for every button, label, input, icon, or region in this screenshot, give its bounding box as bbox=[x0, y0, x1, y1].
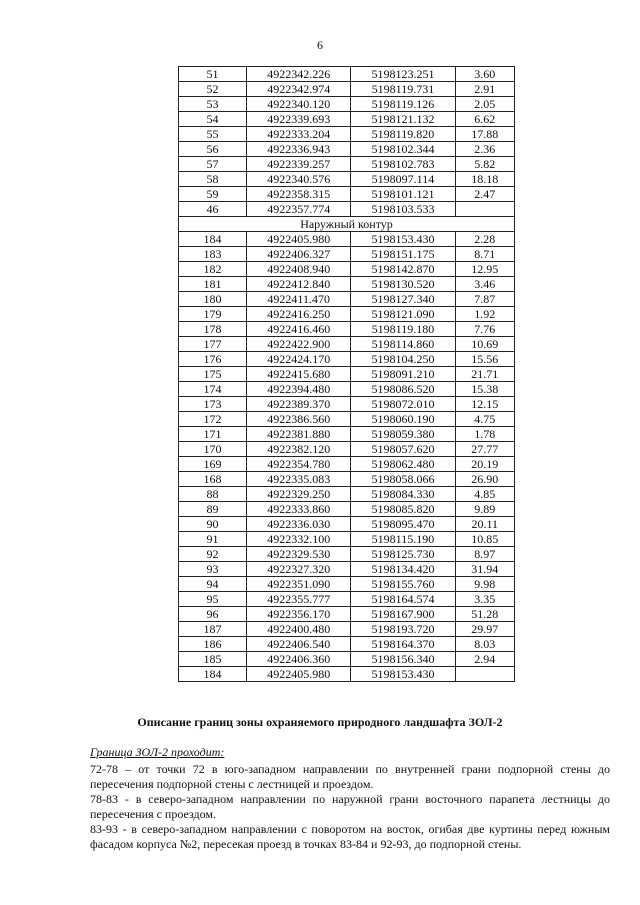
table-row bbox=[179, 337, 515, 352]
y-coordinate-cell: 5198134.420 bbox=[351, 562, 455, 577]
point-number-cell: 173 bbox=[179, 397, 247, 412]
x-coordinate-cell: 4922416.250 bbox=[247, 307, 351, 322]
point-number-cell: 172 bbox=[179, 412, 247, 427]
x-coordinate-cell: 4922424.170 bbox=[247, 352, 351, 367]
x-coordinate-cell: 4922329.530 bbox=[247, 547, 351, 562]
y-coordinate-cell: 5198060.190 bbox=[351, 412, 455, 427]
point-number-cell: 91 bbox=[179, 532, 247, 547]
distance-cell: 20.19 bbox=[455, 457, 514, 472]
table-row bbox=[179, 457, 515, 472]
y-coordinate-cell: 5198142.870 bbox=[351, 262, 455, 277]
distance-cell: 1.92 bbox=[455, 307, 514, 322]
table-row bbox=[179, 577, 515, 592]
distance-cell: 20.11 bbox=[455, 517, 514, 532]
page-number: 6 bbox=[317, 38, 323, 52]
point-number-cell: 59 bbox=[179, 187, 247, 202]
table-row bbox=[179, 172, 515, 187]
x-coordinate-cell: 4922422.900 bbox=[247, 337, 351, 352]
y-coordinate-cell: 5198127.340 bbox=[351, 292, 455, 307]
table-row bbox=[179, 67, 515, 82]
table-row bbox=[179, 637, 515, 652]
table-row bbox=[179, 427, 515, 442]
table-row bbox=[179, 562, 515, 577]
x-coordinate-cell: 4922340.120 bbox=[247, 97, 351, 112]
distance-cell: 2.05 bbox=[455, 97, 514, 112]
distance-cell: 29.97 bbox=[455, 622, 514, 637]
section-label: Наружный контур bbox=[179, 217, 515, 232]
point-number-cell: 186 bbox=[179, 637, 247, 652]
y-coordinate-cell: 5198151.175 bbox=[351, 247, 455, 262]
x-coordinate-cell: 4922405.980 bbox=[247, 232, 351, 247]
distance-cell: 12.15 bbox=[455, 397, 514, 412]
y-coordinate-cell: 5198121.090 bbox=[351, 307, 455, 322]
point-number-cell: 58 bbox=[179, 172, 247, 187]
distance-cell: 51.28 bbox=[455, 607, 514, 622]
point-number-cell: 52 bbox=[179, 82, 247, 97]
y-coordinate-cell: 5198164.370 bbox=[351, 637, 455, 652]
y-coordinate-cell: 5198085.820 bbox=[351, 502, 455, 517]
table-row bbox=[179, 97, 515, 112]
table-row bbox=[179, 187, 515, 202]
x-coordinate-cell: 4922408.940 bbox=[247, 262, 351, 277]
distance-cell: 7.87 bbox=[455, 292, 514, 307]
y-coordinate-cell: 5198062.480 bbox=[351, 457, 455, 472]
point-number-cell: 92 bbox=[179, 547, 247, 562]
y-coordinate-cell: 5198102.344 bbox=[351, 142, 455, 157]
distance-cell: 21.71 bbox=[455, 367, 514, 382]
point-number-cell: 54 bbox=[179, 112, 247, 127]
table-row bbox=[179, 532, 515, 547]
x-coordinate-cell: 4922351.090 bbox=[247, 577, 351, 592]
x-coordinate-cell: 4922415.680 bbox=[247, 367, 351, 382]
section-heading: Описание границ зоны охраняемого природного ландшафта ЗОЛ-2 bbox=[137, 715, 503, 729]
point-number-cell: 51 bbox=[179, 67, 247, 82]
distance-cell: 2.94 bbox=[455, 652, 514, 667]
distance-cell: 8.71 bbox=[455, 247, 514, 262]
table-row bbox=[179, 82, 515, 97]
x-coordinate-cell: 4922358.315 bbox=[247, 187, 351, 202]
point-number-cell: 184 bbox=[179, 667, 247, 682]
x-coordinate-cell: 4922394.480 bbox=[247, 382, 351, 397]
point-number-cell: 88 bbox=[179, 487, 247, 502]
distance-cell: 2.28 bbox=[455, 232, 514, 247]
distance-cell: 1.78 bbox=[455, 427, 514, 442]
table-row bbox=[179, 472, 515, 487]
table-row bbox=[179, 607, 515, 622]
x-coordinate-cell: 4922340.576 bbox=[247, 172, 351, 187]
distance-cell bbox=[455, 202, 514, 217]
distance-cell: 18.18 bbox=[455, 172, 514, 187]
table-row bbox=[179, 157, 515, 172]
distance-cell: 27.77 bbox=[455, 442, 514, 457]
y-coordinate-cell: 5198084.330 bbox=[351, 487, 455, 502]
table-row bbox=[179, 442, 515, 457]
y-coordinate-cell: 5198095.470 bbox=[351, 517, 455, 532]
distance-cell: 15.38 bbox=[455, 382, 514, 397]
point-number-cell: 184 bbox=[179, 232, 247, 247]
y-coordinate-cell: 5198059.380 bbox=[351, 427, 455, 442]
x-coordinate-cell: 4922336.030 bbox=[247, 517, 351, 532]
x-coordinate-cell: 4922382.120 bbox=[247, 442, 351, 457]
point-number-cell: 181 bbox=[179, 277, 247, 292]
distance-cell: 10.69 bbox=[455, 337, 514, 352]
y-coordinate-cell: 5198164.574 bbox=[351, 592, 455, 607]
x-coordinate-cell: 4922412.840 bbox=[247, 277, 351, 292]
distance-cell: 15.56 bbox=[455, 352, 514, 367]
x-coordinate-cell: 4922406.360 bbox=[247, 652, 351, 667]
point-number-cell: 185 bbox=[179, 652, 247, 667]
point-number-cell: 183 bbox=[179, 247, 247, 262]
y-coordinate-cell: 5198130.520 bbox=[351, 277, 455, 292]
y-coordinate-cell: 5198072.010 bbox=[351, 397, 455, 412]
boundary-paragraph: 72-78 – от точки 72 в юго-западном направлении по внутренней грани подпорной стены до пересечения подпорной стены с лестницей и проездом. bbox=[90, 762, 610, 791]
point-number-cell: 57 bbox=[179, 157, 247, 172]
point-number-cell: 53 bbox=[179, 97, 247, 112]
point-number-cell: 94 bbox=[179, 577, 247, 592]
table-row bbox=[179, 127, 515, 142]
table-row bbox=[179, 382, 515, 397]
point-number-cell: 174 bbox=[179, 382, 247, 397]
y-coordinate-cell: 5198119.820 bbox=[351, 127, 455, 142]
x-coordinate-cell: 4922386.560 bbox=[247, 412, 351, 427]
x-coordinate-cell: 4922327.320 bbox=[247, 562, 351, 577]
x-coordinate-cell: 4922336.943 bbox=[247, 142, 351, 157]
table-row bbox=[179, 112, 515, 127]
y-coordinate-cell: 5198086.520 bbox=[351, 382, 455, 397]
distance-cell: 2.36 bbox=[455, 142, 514, 157]
table-row bbox=[179, 412, 515, 427]
y-coordinate-cell: 5198123.251 bbox=[351, 67, 455, 82]
table-row bbox=[179, 592, 515, 607]
y-coordinate-cell: 5198115.190 bbox=[351, 532, 455, 547]
x-coordinate-cell: 4922405.980 bbox=[247, 667, 351, 682]
y-coordinate-cell: 5198119.126 bbox=[351, 97, 455, 112]
table-row bbox=[179, 247, 515, 262]
distance-cell: 12.95 bbox=[455, 262, 514, 277]
y-coordinate-cell: 5198119.180 bbox=[351, 322, 455, 337]
y-coordinate-cell: 5198125.730 bbox=[351, 547, 455, 562]
x-coordinate-cell: 4922329.250 bbox=[247, 487, 351, 502]
table-row bbox=[179, 652, 515, 667]
y-coordinate-cell: 5198101.121 bbox=[351, 187, 455, 202]
table-row bbox=[179, 232, 515, 247]
point-number-cell: 96 bbox=[179, 607, 247, 622]
table-row bbox=[179, 487, 515, 502]
table-row bbox=[179, 622, 515, 637]
x-coordinate-cell: 4922333.204 bbox=[247, 127, 351, 142]
x-coordinate-cell: 4922342.226 bbox=[247, 67, 351, 82]
point-number-cell: 169 bbox=[179, 457, 247, 472]
x-coordinate-cell: 4922355.777 bbox=[247, 592, 351, 607]
distance-cell bbox=[455, 667, 514, 682]
table-row bbox=[179, 502, 515, 517]
x-coordinate-cell: 4922354.780 bbox=[247, 457, 351, 472]
boundary-paragraph: 78-83 - в северо-западном направлении по наружной грани восточного парапета лестницы до пересечения с проездом. bbox=[90, 792, 610, 821]
table-body-bottom bbox=[179, 232, 515, 682]
x-coordinate-cell: 4922416.460 bbox=[247, 322, 351, 337]
point-number-cell: 56 bbox=[179, 142, 247, 157]
distance-cell: 8.03 bbox=[455, 637, 514, 652]
distance-cell: 2.47 bbox=[455, 187, 514, 202]
table-row bbox=[179, 517, 515, 532]
point-number-cell: 168 bbox=[179, 472, 247, 487]
y-coordinate-cell: 5198155.760 bbox=[351, 577, 455, 592]
point-number-cell: 95 bbox=[179, 592, 247, 607]
table-row bbox=[179, 667, 515, 682]
distance-cell: 3.60 bbox=[455, 67, 514, 82]
point-number-cell: 170 bbox=[179, 442, 247, 457]
distance-cell: 3.46 bbox=[455, 277, 514, 292]
y-coordinate-cell: 5198121.132 bbox=[351, 112, 455, 127]
table-body-top bbox=[179, 67, 515, 217]
x-coordinate-cell: 4922333.860 bbox=[247, 502, 351, 517]
table-row bbox=[179, 397, 515, 412]
point-number-cell: 89 bbox=[179, 502, 247, 517]
point-number-cell: 90 bbox=[179, 517, 247, 532]
distance-cell: 4.85 bbox=[455, 487, 514, 502]
x-coordinate-cell: 4922389.370 bbox=[247, 397, 351, 412]
distance-cell: 10.85 bbox=[455, 532, 514, 547]
y-coordinate-cell: 5198153.430 bbox=[351, 667, 455, 682]
distance-cell: 5.82 bbox=[455, 157, 514, 172]
table-row bbox=[179, 262, 515, 277]
point-number-cell: 171 bbox=[179, 427, 247, 442]
distance-cell: 2.91 bbox=[455, 82, 514, 97]
point-number-cell: 182 bbox=[179, 262, 247, 277]
x-coordinate-cell: 4922357.774 bbox=[247, 202, 351, 217]
point-number-cell: 175 bbox=[179, 367, 247, 382]
section-row bbox=[179, 217, 515, 232]
point-number-cell: 176 bbox=[179, 352, 247, 367]
y-coordinate-cell: 5198102.783 bbox=[351, 157, 455, 172]
table-row bbox=[179, 307, 515, 322]
table-row bbox=[179, 202, 515, 217]
distance-cell: 26.90 bbox=[455, 472, 514, 487]
distance-cell: 3.35 bbox=[455, 592, 514, 607]
x-coordinate-cell: 4922342.974 bbox=[247, 82, 351, 97]
boundary-paragraph: 83-93 - в северо-западном направлении с поворотом на восток, огибая две куртины перед южным фасадом корпуса №2, пересекая проезд в точках 83-84 и 92-93, до подпорной стены. bbox=[90, 822, 610, 851]
y-coordinate-cell: 5198057.620 bbox=[351, 442, 455, 457]
table-row bbox=[179, 367, 515, 382]
distance-cell: 31.94 bbox=[455, 562, 514, 577]
point-number-cell: 93 bbox=[179, 562, 247, 577]
table-row bbox=[179, 547, 515, 562]
distance-cell: 9.98 bbox=[455, 577, 514, 592]
point-number-cell: 180 bbox=[179, 292, 247, 307]
point-number-cell: 187 bbox=[179, 622, 247, 637]
x-coordinate-cell: 4922356.170 bbox=[247, 607, 351, 622]
y-coordinate-cell: 5198091.210 bbox=[351, 367, 455, 382]
y-coordinate-cell: 5198104.250 bbox=[351, 352, 455, 367]
y-coordinate-cell: 5198156.340 bbox=[351, 652, 455, 667]
table-row bbox=[179, 292, 515, 307]
y-coordinate-cell: 5198103.533 bbox=[351, 202, 455, 217]
distance-cell: 17.88 bbox=[455, 127, 514, 142]
x-coordinate-cell: 4922332.100 bbox=[247, 532, 351, 547]
table-row bbox=[179, 142, 515, 157]
table-row bbox=[179, 277, 515, 292]
y-coordinate-cell: 5198114.860 bbox=[351, 337, 455, 352]
distance-cell: 4.75 bbox=[455, 412, 514, 427]
coordinates-table bbox=[178, 66, 515, 682]
distance-cell: 6.62 bbox=[455, 112, 514, 127]
y-coordinate-cell: 5198119.731 bbox=[351, 82, 455, 97]
distance-cell: 8.97 bbox=[455, 547, 514, 562]
x-coordinate-cell: 4922411.470 bbox=[247, 292, 351, 307]
y-coordinate-cell: 5198097.114 bbox=[351, 172, 455, 187]
distance-cell: 9.89 bbox=[455, 502, 514, 517]
point-number-cell: 177 bbox=[179, 337, 247, 352]
x-coordinate-cell: 4922335.083 bbox=[247, 472, 351, 487]
y-coordinate-cell: 5198193.720 bbox=[351, 622, 455, 637]
x-coordinate-cell: 4922381.880 bbox=[247, 427, 351, 442]
table-row bbox=[179, 352, 515, 367]
x-coordinate-cell: 4922406.327 bbox=[247, 247, 351, 262]
y-coordinate-cell: 5198167.900 bbox=[351, 607, 455, 622]
point-number-cell: 179 bbox=[179, 307, 247, 322]
point-number-cell: 55 bbox=[179, 127, 247, 142]
point-number-cell: 178 bbox=[179, 322, 247, 337]
x-coordinate-cell: 4922406.540 bbox=[247, 637, 351, 652]
x-coordinate-cell: 4922400.480 bbox=[247, 622, 351, 637]
point-number-cell: 46 bbox=[179, 202, 247, 217]
table-row bbox=[179, 322, 515, 337]
x-coordinate-cell: 4922339.257 bbox=[247, 157, 351, 172]
distance-cell: 7.76 bbox=[455, 322, 514, 337]
y-coordinate-cell: 5198058.066 bbox=[351, 472, 455, 487]
x-coordinate-cell: 4922339.693 bbox=[247, 112, 351, 127]
boundary-subheading: Граница ЗОЛ-2 проходит: bbox=[90, 745, 225, 759]
y-coordinate-cell: 5198153.430 bbox=[351, 232, 455, 247]
